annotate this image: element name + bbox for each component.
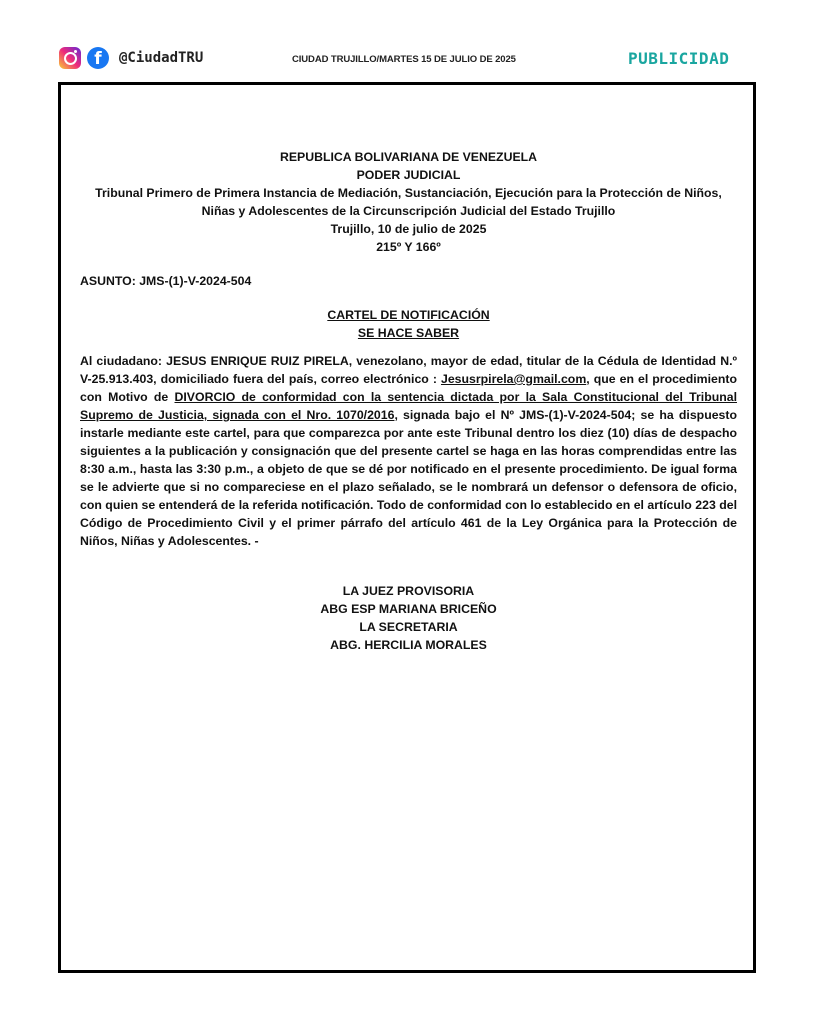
secretary-name: ABG. HERCILIA MORALES [330,638,487,652]
heading-judicial-power: PODER JUDICIAL [356,168,461,182]
section-label: PUBLICIDAD [628,49,730,68]
page-header [0,0,819,80]
heading-years: 215º Y 166º [376,240,441,254]
body-intro: Al ciudadano: JESUS ENRIQUE RUIZ PIRELA, venezolano, mayor de edad, titular de la Cédula de Identidad N.º V-25.913.403, domiciliado fuera del país, correo electrónico : [80,354,737,386]
social-handle[interactable]: @CiudadTRU [119,50,204,66]
instagram-icon[interactable] [59,47,81,69]
notice-heading [80,148,737,256]
judge-name: ABG ESP MARIANA BRICEÑO [320,602,497,616]
heading-republic: REPUBLICA BOLIVARIANA DE VENEZUELA [279,150,538,164]
case-motive: DIVORCIO de conformidad con la sentencia dictada por la Sala Constitucional del Tribunal Supremo de Justicia, signada con el Nro. 1070/2016 [80,390,737,422]
social-links [59,47,203,69]
heading-place-date: Trujillo, 10 de julio de 2025 [330,222,487,236]
facebook-icon[interactable]: f [87,47,109,69]
body-part-3: , signada bajo el Nº JMS-(1)-V-2024-504; se ha dispuesto instarle mediante este cartel, para que comparezca por ante este Tribunal dentro los diez (10) días de despacho siguientes a la publicación y consignación que del presente cartel se haga en las horas comprendidas entre las 8:30 a.m., hasta las 3:30 p.m., a objeto de que se dé por notificado en el presente procedimiento. De igual forma se le advierte que si no compareciese en el plazo señalado, se le nombrará un defensor o defensora de oficio, con quien se entenderá de la referida notificación. Todo de conformidad con lo establecido en el artículo 223 del Código de Procedimiento Civil y el primer párrafo del artículo 461 de la Ley Orgánica para la Protección de Niños, Niñas y Adolescentes. - [80,408,737,548]
cartel-title: CARTEL DE NOTIFICACIÓN [327,308,490,322]
court-notice [80,148,737,654]
cartel-title-block [80,306,737,342]
signature-block [80,582,737,654]
secretary-title: LA SECRETARIA [359,620,458,634]
notice-body [80,352,737,550]
case-number: ASUNTO: JMS-(1)-V-2024-504 [80,274,252,288]
body-part-2: , que en el procedimiento con Motivo de [80,372,737,404]
judge-title: LA JUEZ PROVISORIA [342,584,475,598]
cartel-subtitle: SE HACE SABER [357,326,460,340]
heading-tribunal: Tribunal Primero de Primera Instancia de Mediación, Sustanciación, Ejecución para la Protección de Niños, Niñas y Adolescentes de la Circunscripción Judicial del Estado Trujillo [95,186,722,218]
dateline: CIUDAD TRUJILLO/MARTES 15 DE JULIO DE 2025 [292,54,516,65]
email-link[interactable]: Jesusrpirela@gmail.com [440,372,587,386]
